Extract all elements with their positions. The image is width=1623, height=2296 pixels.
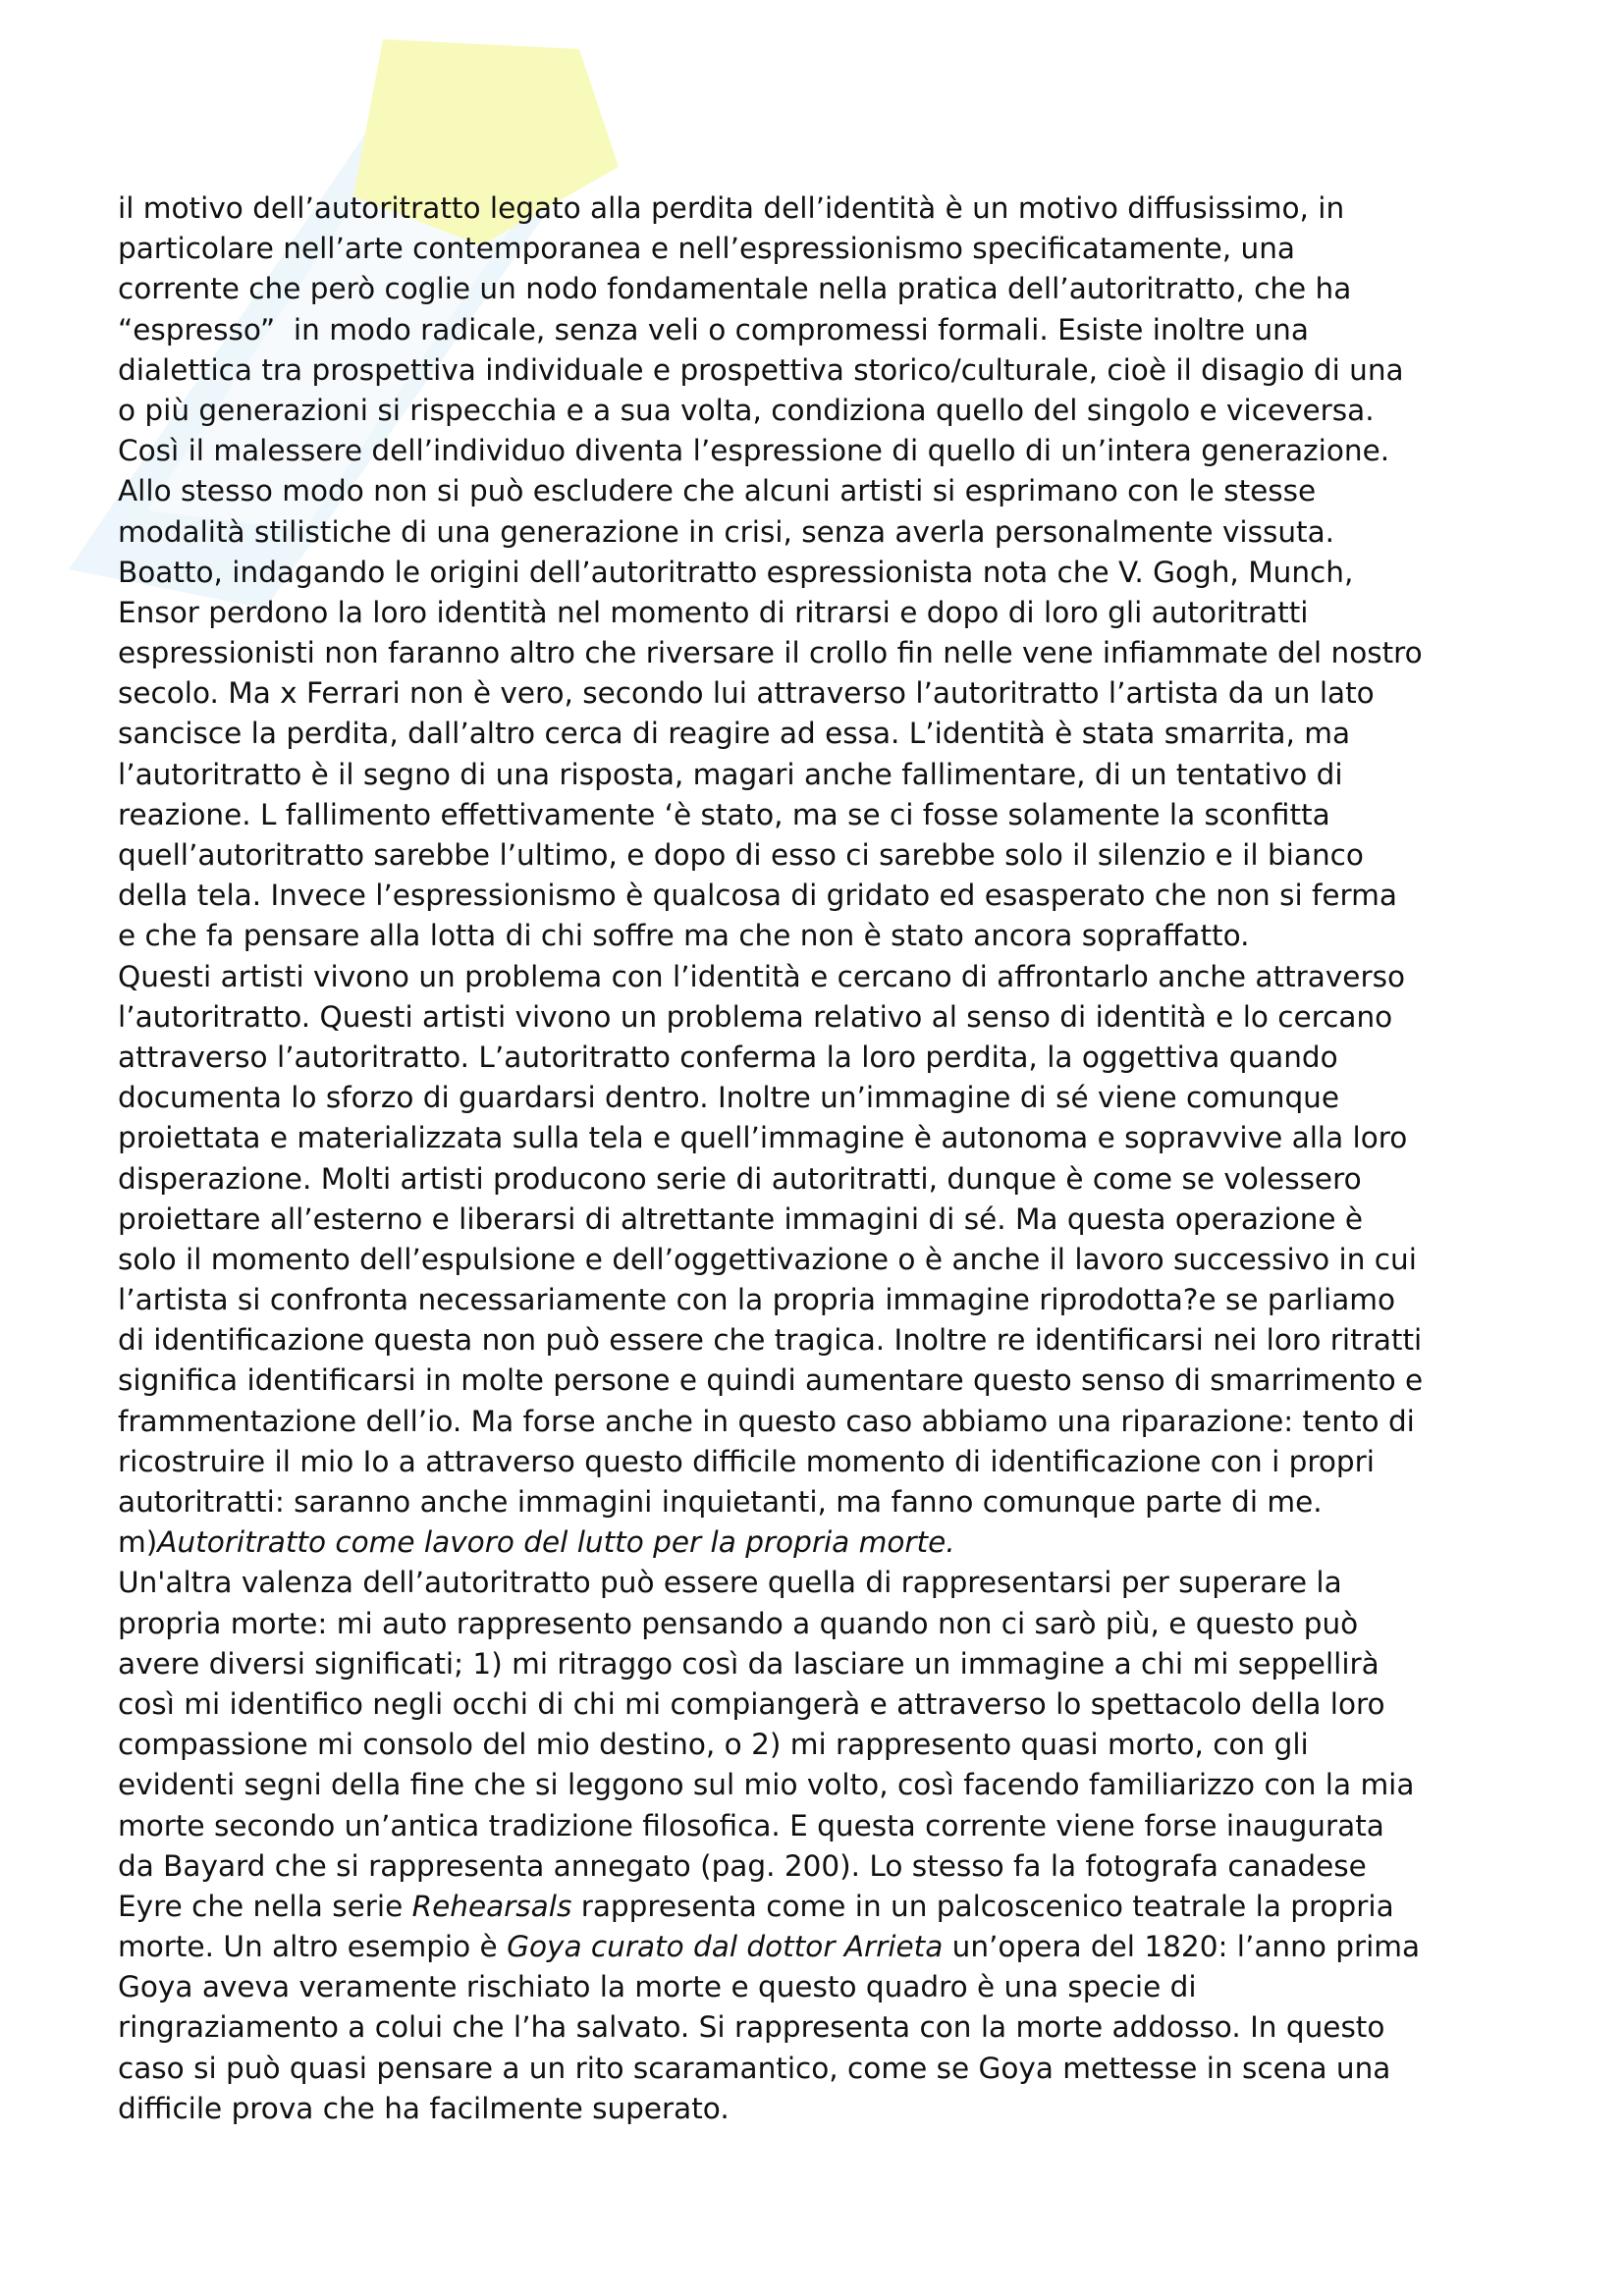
text-line: morte secondo un’antica tradizione filosofica. E questa corrente viene forse inaugurata — [118, 1808, 1384, 1842]
text-line: Goya aveva veramente rischiato la morte e questo quadro è una specie di — [118, 1970, 1197, 2004]
text-line: e che fa pensare alla lotta di chi soffre ma che non è stato ancora sopraffatto. — [118, 919, 1250, 953]
text-line: ricostruire il mio Io a attraverso questo difficile momento di identificazione con i propri — [118, 1444, 1375, 1478]
text-line: solo il momento dell’espulsione e dell’oggettivazione o è anche il lavoro successivo in cui — [118, 1242, 1417, 1276]
text-line: significa identificarsi in molte persone e quindi aumentare questo senso di smarrimento e — [118, 1363, 1424, 1398]
text-line: autoritratti: saranno anche immagini inquietanti, ma fanno comunque parte di me. — [118, 1485, 1323, 1519]
text-line: disperazione. Molti artisti producono serie di autoritratti, dunque è come se volessero — [118, 1161, 1362, 1196]
text-line: Questi artisti vivono un problema con l’identità e cercano di affrontarlo anche attraverso — [118, 959, 1405, 993]
section-heading: m)Autoritratto come lavoro del lutto per la propria morte. — [118, 1525, 955, 1560]
text-line: o più generazioni si rispecchia e a sua volta, condiziona quello del singolo e viceversa. — [118, 393, 1375, 427]
text-line: difficile prova che ha facilmente superato. — [118, 2091, 730, 2125]
text-line: avere diversi significati; 1) mi ritraggo così da lasciare un immagine a chi mi seppellirà — [118, 1646, 1380, 1681]
text-line: documenta lo sforzo di guardarsi dentro. Inoltre un’immagine di sé viene comunque — [118, 1081, 1340, 1115]
text-line: “espresso” in modo radicale, senza veli o compromessi formali. Esiste inoltre una — [118, 312, 1309, 347]
text-line: della tela. Invece l’espressionismo è qualcosa di gridato ed esasperato che non si ferma — [118, 879, 1397, 913]
text-line: espressionisti non faranno altro che riversare il crollo fin nelle vene infiammate del nostro — [118, 636, 1423, 670]
text-line: l’artista si confronta necessariamente con la propria immagine riprodotta?e se parliamo — [118, 1283, 1396, 1317]
text-line: così mi identifico negli occhi di chi mi compiangerà e attraverso lo spettacolo della loro — [118, 1686, 1385, 1721]
text-line: ringraziamento a colui che l’ha salvato. Si rappresenta con la morte addosso. In questo — [118, 2010, 1385, 2045]
text-line: Boatto, indagando le origini dell’autoritratto espressionista nota che V. Gogh, Munch, — [118, 555, 1354, 589]
text-line: da Bayard che si rappresenta annegato (pag. 200). Lo stesso fa la fotografa canadese — [118, 1848, 1367, 1883]
text-line: il motivo dell’autoritratto legato alla perdita dell’identità è un motivo diffusissimo, in — [118, 191, 1345, 225]
text-line: particolare nell’arte contemporanea e nell’espressionismo specificatamente, una — [118, 232, 1295, 266]
work-title-rehearsals: Rehearsals — [411, 1889, 572, 1923]
text-line: dialettica tra prospettiva individuale e prospettiva storico/culturale, cioè il disagio di una — [118, 352, 1404, 387]
section-heading-title: Autoritratto come lavoro del lutto per la propria morte. — [157, 1525, 955, 1560]
text-line: di identificazione questa non può essere che tragica. Inoltre re identificarsi nei loro ritratti — [118, 1323, 1423, 1358]
text-line: quell’autoritratto sarebbe l’ultimo, e dopo di esso ci sarebbe solo il silenzio e il bianco — [118, 838, 1364, 872]
text-line: secolo. Ma x Ferrari non è vero, secondo lui attraverso l’autoritratto l’artista da un lato — [118, 676, 1375, 711]
work-title-goya: Goya curato dal dottor Arrieta — [507, 1930, 944, 1964]
text-line: proiettare all’esterno e liberarsi di altrettante immagini di sé. Ma questa operazione è — [118, 1201, 1364, 1236]
text-line: corrente che però coglie un nodo fondamentale nella pratica dell’autoritratto, che ha — [118, 272, 1352, 306]
text-line: reazione. L fallimento effettivamente ‘è stato, ma se ci fosse solamente la sconfitta — [118, 797, 1330, 831]
text-line: Ensor perdono la loro identità nel momento di ritrarsi e dopo di loro gli autoritratti — [118, 595, 1309, 629]
text-line: l’autoritratto è il segno di una risposta, magari anche fallimentare, di un tentativo di — [118, 757, 1343, 791]
text-line: propria morte: mi auto rappresento pensando a quando non ci sarò più, e questo può — [118, 1606, 1359, 1640]
text-line: Così il malessere dell’individuo diventa l’espressione di quello di un’intera generazione. — [118, 434, 1390, 468]
text-line: modalità stilistiche di una generazione in crisi, senza averla personalmente vissuta. — [118, 514, 1335, 549]
text-line: compassione mi consolo del mio destino, o 2) mi rappresento quasi morto, con gli — [118, 1728, 1309, 1762]
text-line: Un'altra valenza dell’autoritratto può essere quella di rappresentarsi per superare la — [118, 1566, 1342, 1600]
text-line: attraverso l’autoritratto. L’autoritratto conferma la loro perdita, la oggettiva quando — [118, 1040, 1338, 1074]
text-line: caso si può quasi pensare a un rito scaramantico, come se Goya mettesse in scena una — [118, 2051, 1391, 2085]
text-line: Eyre che nella serie Rehearsals rappresenta come in un palcoscenico teatrale la propria — [118, 1889, 1394, 1923]
text-line: sancisce la perdita, dall’altro cerca di reagire ad essa. L’identità è stata smarrita, ma — [118, 717, 1351, 751]
text-line: evidenti segni della fine che si leggono sul mio volto, così facendo familiarizzo con la mia — [118, 1768, 1415, 1802]
text-line: frammentazione dell’io. Ma forse anche in questo caso abbiamo una riparazione: tento di — [118, 1404, 1415, 1438]
text-line: l’autoritratto. Questi artisti vivono un problema relativo al senso di identità e lo cercano — [118, 999, 1393, 1034]
text-line: proiettata e materializzata sulla tela e quell’immagine è autonoma e sopravvive alla loro — [118, 1121, 1408, 1155]
document-body — [118, 188, 1492, 2129]
text-line: morte. Un altro esempio è Goya curato dal dottor Arrieta un’opera del 1820: l’anno prima — [118, 1930, 1421, 1964]
text-line: Allo stesso modo non si può escludere che alcuni artisti si esprimano con le stesse — [118, 474, 1317, 508]
